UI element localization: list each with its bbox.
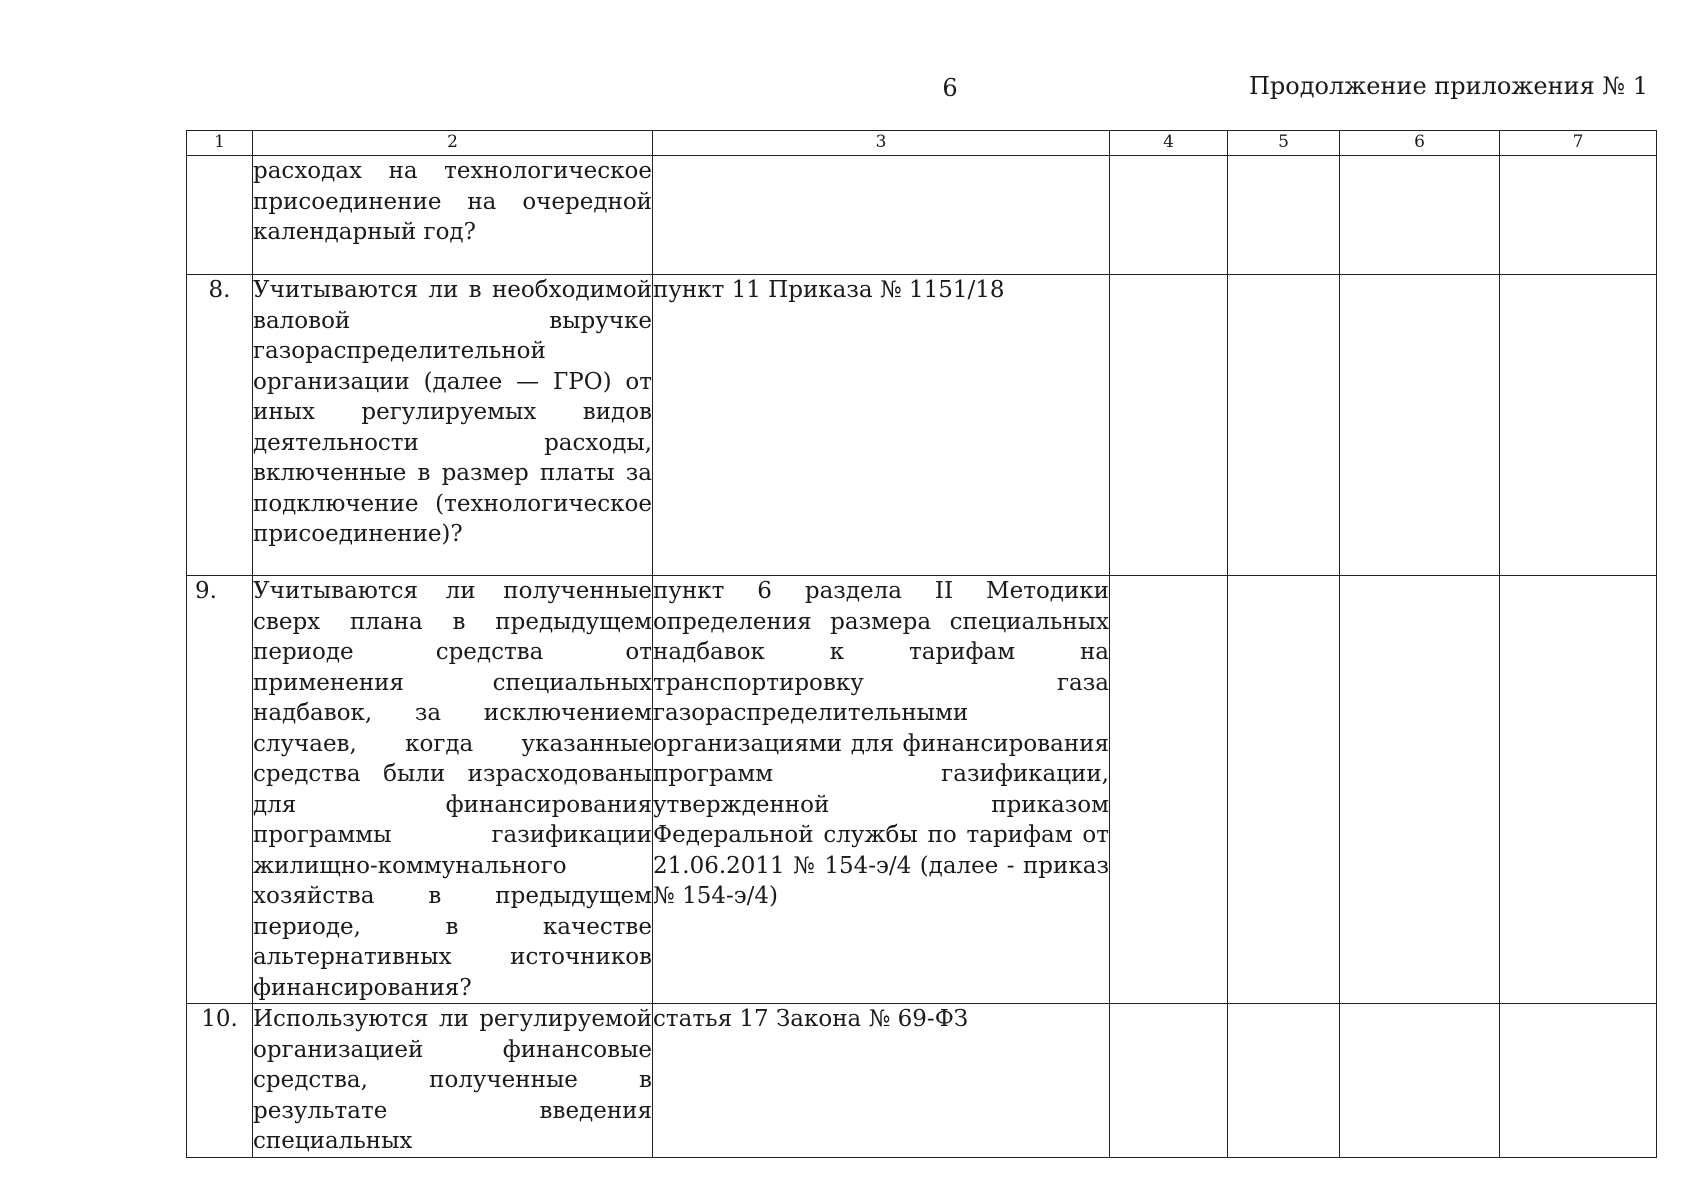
page-number: 6 (942, 74, 958, 102)
reference-cell: статья 17 Закона № 69-ФЗ (653, 1004, 1110, 1158)
table-row (187, 156, 1657, 275)
empty-cell (1110, 275, 1228, 576)
column-number-row (187, 131, 1657, 156)
requirements-table (186, 130, 1657, 1158)
row-number: 10. (187, 1004, 253, 1158)
empty-cell (1228, 1004, 1340, 1158)
empty-cell (1340, 275, 1500, 576)
empty-cell (1500, 1004, 1657, 1158)
row-number: 8. (187, 275, 253, 576)
reference-cell: пункт 11 Приказа № 1151/18 (653, 275, 1110, 576)
empty-cell (1500, 576, 1657, 1004)
column-number: 4 (1110, 131, 1228, 156)
empty-cell (1340, 156, 1500, 275)
reference-cell (653, 156, 1110, 275)
continuation-note: Продолжение приложения № 1 (1248, 72, 1648, 100)
row-number (187, 156, 253, 275)
empty-cell (1110, 156, 1228, 275)
empty-cell (1228, 275, 1340, 576)
empty-cell (1340, 1004, 1500, 1158)
column-number: 5 (1228, 131, 1340, 156)
column-number: 1 (187, 131, 253, 156)
column-number: 6 (1340, 131, 1500, 156)
empty-cell (1110, 1004, 1228, 1158)
table-row (187, 1004, 1657, 1158)
table-row (187, 275, 1657, 576)
empty-cell (1500, 275, 1657, 576)
table-row (187, 576, 1657, 1004)
question-cell: Учитываются ли полученные сверх плана в предыдущем периоде средства от применения специальных надбавок, за исключением случаев, когда указанные средства были израсходованы для финансирования программы газификации жилищно-коммунального хозяйства в предыдущем периоде, в качестве альтернативных источников финансирования? (253, 576, 653, 1004)
reference-cell: пункт 6 раздела II Методики определения размера специальных надбавок к тарифам на транспортировку газа газораспределительными организациями для финансирования программ газификации, утвержденной приказом Федеральной службы по тарифам от 21.06.2011 № 154-э/4 (далее - приказ № 154-э/4) (653, 576, 1110, 1004)
empty-cell (1228, 576, 1340, 1004)
empty-cell (1110, 576, 1228, 1004)
row-number: 9. (187, 576, 253, 1004)
column-number: 3 (653, 131, 1110, 156)
empty-cell (1500, 156, 1657, 275)
empty-cell (1340, 576, 1500, 1004)
column-number: 7 (1500, 131, 1657, 156)
question-cell: Учитываются ли в необходимой валовой выручке газораспределительной организации (далее — ГРО) от иных регулируемых видов деятельности расходы, включенные в размер платы за подключение (технологическое присоединение)? (253, 275, 653, 576)
question-cell: Используются ли регулируемой организацией финансовые средства, полученные в результате введения специальных (253, 1004, 653, 1158)
column-number: 2 (253, 131, 653, 156)
empty-cell (1228, 156, 1340, 275)
question-cell: расходах на технологическое присоединение на очередной календарный год? (253, 156, 653, 275)
